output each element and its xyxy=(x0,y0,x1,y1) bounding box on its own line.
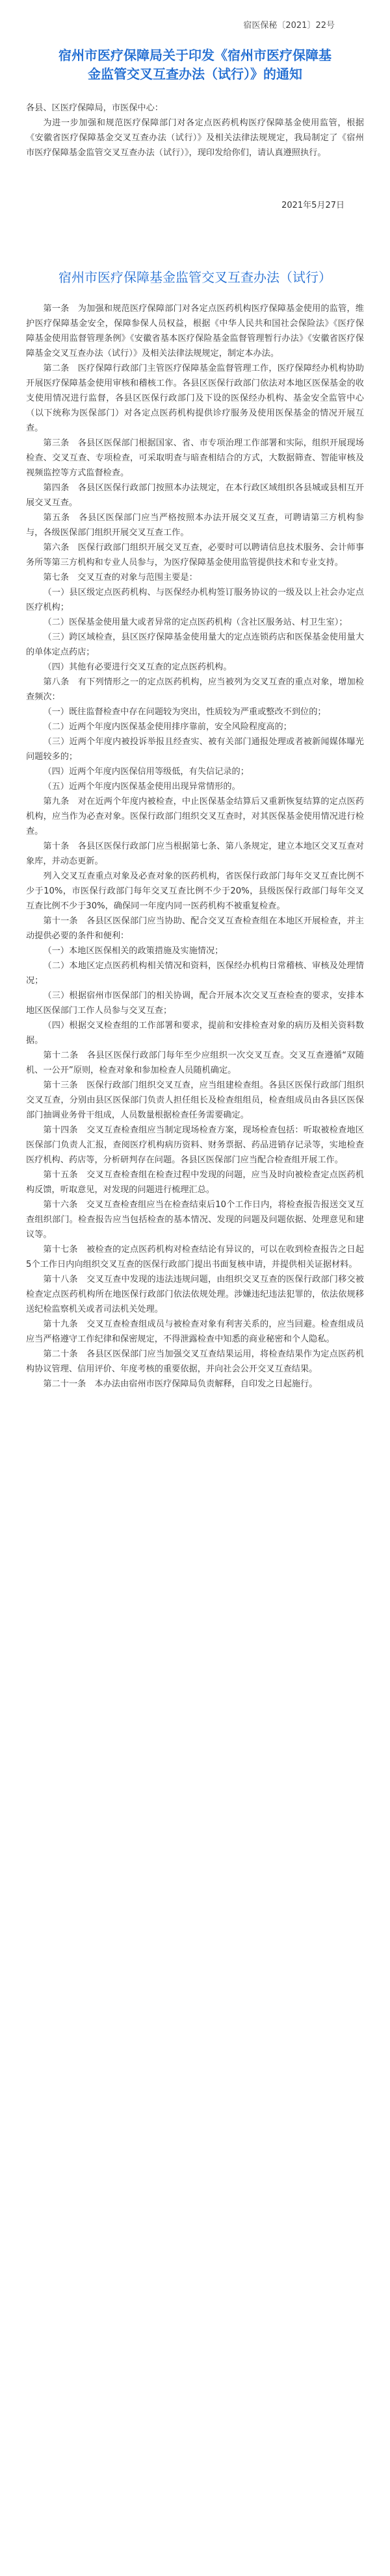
measures-paragraph: 第二十一条 本办法由宿州市医疗保障局负责解释，自印发之日起施行。 xyxy=(43,1379,318,1389)
notice-recipient xyxy=(26,101,364,160)
measures-paragraph: 第四条 各县区医保行政部门按照本办法规定，在本行政区域组织各县城或县相互开展交叉互查。 xyxy=(26,483,364,508)
measures-paragraph: 第八条 有下列情形之一的定点医药机构，应当被列为交叉互查的重点对象，增加检查频次： xyxy=(26,677,364,702)
measures-paragraph: 第十五条 交叉互查检查组在检查过程中发现的问题，应当及时向被检查定点医药机构反馈，听取意见，对发现的问题进行梳理汇总。 xyxy=(26,1170,364,1195)
measures-paragraph: 第五条 各县区医保部门应当严格按照本办法开展交叉互查，可聘请第三方机构参与，各级医保部门组织开展交叉互查工作。 xyxy=(26,513,364,538)
measures-paragraph: 第十一条 各县区医保部门应当协助、配合交叉互查检查组在本地区开展检查，并主动提供必要的条件和便利： xyxy=(26,916,364,941)
measures-paragraph: （一）既往监督检查中存在问题较为突出，性质较为严重或整改不到位的； xyxy=(43,707,326,717)
measures-paragraph: （二）医保基金使用量大或者异常的定点医药机构（含社区服务站、村卫生室）； xyxy=(43,618,348,627)
notice-body-paragraph: 为进一步加强和规范医疗保障部门对各定点医药机构医疗保障基金使用监管，根据《安徽省医疗保障基金交叉互查办法（试行）》及相关法律法规规定，我局制定了《宿州市医疗保障基金监管交叉互查办法（试行）》，现印发给你们，请认真遵照执行。 xyxy=(26,118,364,158)
measures-paragraph: （四）近两个年度内医保信用等级低，有失信记录的； xyxy=(43,767,249,777)
measures-paragraph: 第七条 交叉互查的对象与范围主要是： xyxy=(43,573,198,582)
measures-paragraph: 第十三条 医保行政部门组织交叉互查，应当组建检查组。各县区医保行政部门组织交叉互查，分别由县区医保部门负责人担任组长及检查组组员，检查组成员由各县区医保部门抽调业务骨干组成，人员数量根据检查任务需要确定。 xyxy=(26,1081,364,1120)
measures-paragraph: 第十条 各县区医保行政部门应当根据第七条、第八条规定，建立本地区交叉互查对象库，并动态更新。 xyxy=(26,842,364,866)
measures-paragraph: 第十七条 被检查的定点医药机构对检查结论有异议的，可以在收到检查报告之日起5个工作日内向组织交叉互查的医保行政部门提出书面复核申请，并提供相关证据材料。 xyxy=(26,1245,364,1269)
measures-paragraph: 第二十条 各县区医保部门应当加强交叉互查结果运用，将检查结果作为定点医药机构协议管理、信用评价、年度考核的重要依据，并向社会公开交叉互查结果。 xyxy=(26,1349,364,1374)
measures-paragraph: （三）根据宿州市医保部门的相关协调，配合开展本次交叉互查检查的要求，安排本地区医保部门工作人员参与交叉互查； xyxy=(26,991,364,1016)
measures-paragraph: （一）县区级定点医药机构、与医保经办机构签订服务协议的一级及以上社会办定点医疗机构； xyxy=(26,588,364,612)
measures-paragraph: 第三条 各县区医保部门根据国家、省、市专项治理工作部署和实际，组织开展现场检查、交叉互查、专项检查，可采取明查与暗查相结合的方式，大数据筛查、智能审核及视频监控等方式监督检查。 xyxy=(26,438,364,478)
measures-paragraph: （二）本地区定点医药机构相关情况和资料，医保经办机构日常稽核、审核及处理情况； xyxy=(26,961,364,986)
measures-paragraph: 第十八条 交叉互查中发现的违法违规问题，由组织交叉互查的医保行政部门移交被检查定点医药机构所在地医保行政部门依法依规处理。涉嫌违纪违法犯罪的，依法依规移送纪检监察机关或者司法机关处理。 xyxy=(26,1275,364,1314)
measures-title: 宿州市医疗保障基金监管交叉互查办法（试行） xyxy=(58,269,332,285)
measures-paragraph: （四）根据交叉检查组的工作部署和要求，提前和安排检查对象的病历及相关资料数据。 xyxy=(26,1021,364,1045)
document-number: 宿医保秘〔2021〕22号 xyxy=(243,21,335,31)
measures-paragraph: 列入交叉互查重点对象及必查对象的医药机构，省医保行政部门每年交叉互查比例不少于10%，市医保行政部门每年交叉互查比例不少于20%，县级医保行政部门每年交叉互查比例不少于30%，确保同一年度内同一医药机构不被重复检查。 xyxy=(26,871,364,911)
measures-paragraph: （一）本地区医保相关的政策措施及实施情况； xyxy=(43,946,224,956)
recipient-line: 各县、区医疗保障局，市医保中心： xyxy=(26,103,163,113)
measures-paragraph: 第十四条 交叉互查检查组应当制定现场检查方案，现场检查包括：听取被检查地区医保部门负责人汇报，查阅医疗机构病历资料、财务票据、药品进销存记录等，实地检查医疗机构、药店等，分析研判存在问题。各县区医保部门应当配合检查组开展工作。 xyxy=(26,1125,364,1165)
measures-paragraph: 第十六条 交叉互查检查组应当在检查结束后10个工作日内，将检查报告报送交叉互查组织部门。检查报告应当包括检查的基本情况、发现的问题及问题依据、处理意见和建议等。 xyxy=(26,1200,364,1240)
notice-date: 2021年5月27日 xyxy=(281,201,344,210)
measures-paragraph: 第十九条 交叉互查检查组成员与被检查对象有利害关系的，应当回避。检查组成员应当严格遵守工作纪律和保密规定，不得泄露检查中知悉的商业秘密和个人隐私。 xyxy=(26,1319,364,1344)
measures-paragraph: （五）近两个年度内医保基金使用出现异常情形的。 xyxy=(43,782,240,792)
measures-text xyxy=(26,301,364,1392)
measures-paragraph: 第六条 医保行政部门组织开展交叉互查，必要时可以聘请信息技术服务、会计师事务所等第三方机构和专业人员参与，为医疗保障基金使用监管提供技术和专业支持。 xyxy=(26,543,364,568)
measures-paragraph: （二）近两个年度内医保基金使用排序靠前，安全风险程度高的； xyxy=(43,722,292,732)
measures-paragraph: 第一条 为加强和规范医疗保障部门对各定点医药机构医疗保障基金使用的监管，维护医疗保障基金安全，保障参保人员权益，根据《中华人民共和国社会保险法》《医疗保障基金使用监督管理条例》《安徽省基本医疗保险基金监督管理暂行办法》《安徽省医疗保障基金交叉互查办法（试行）》及相关法律法规规定，制定本办法。 xyxy=(26,304,364,358)
measures-paragraph: （三）跨区域检查，县区医疗保障基金使用量大的定点连锁药店和医保基金使用量大的单体定点药店； xyxy=(26,632,364,657)
measures-paragraph: 第二条 医疗保障行政部门主管医疗保障基金监督管理工作，医疗保障经办机构协助开展医疗保障基金使用审核和稽核工作。各县区医保行政部门依法对本地区医保基金的收支使用情况进行监督，各县区医保行政部门及下设的医保经办机构、基金安全监管中心（以下统称为医保部门）对各定点医药机构提供诊疗服务及使用医保基金的情况开展互查。 xyxy=(26,364,364,433)
measures-paragraph: （三）近两个年度内被投诉举报且经查实、被有关部门通报处理或者被新闻媒体曝光问题较多的； xyxy=(26,737,364,762)
measures-paragraph: （四）其他有必要进行交叉互查的定点医药机构。 xyxy=(43,662,232,672)
measures-paragraph: 第十二条 各县区医保行政部门每年至少应组织一次交叉互查。交叉互查遵循“双随机、一公开”原则，检查对象和参加检查人员随机确定。 xyxy=(26,1051,364,1075)
notice-title: 宿州市医疗保障局关于印发《宿州市医疗保障基金监管交叉互查办法（试行）》的通知 xyxy=(58,47,332,82)
measures-paragraph: 第九条 对在近两个年度内被检查，中止医保基金结算后又重新恢复结算的定点医药机构，应当作为必查对象。医保行政部门组织交叉互查时，对其医保基金使用情况进行检查。 xyxy=(26,797,364,836)
